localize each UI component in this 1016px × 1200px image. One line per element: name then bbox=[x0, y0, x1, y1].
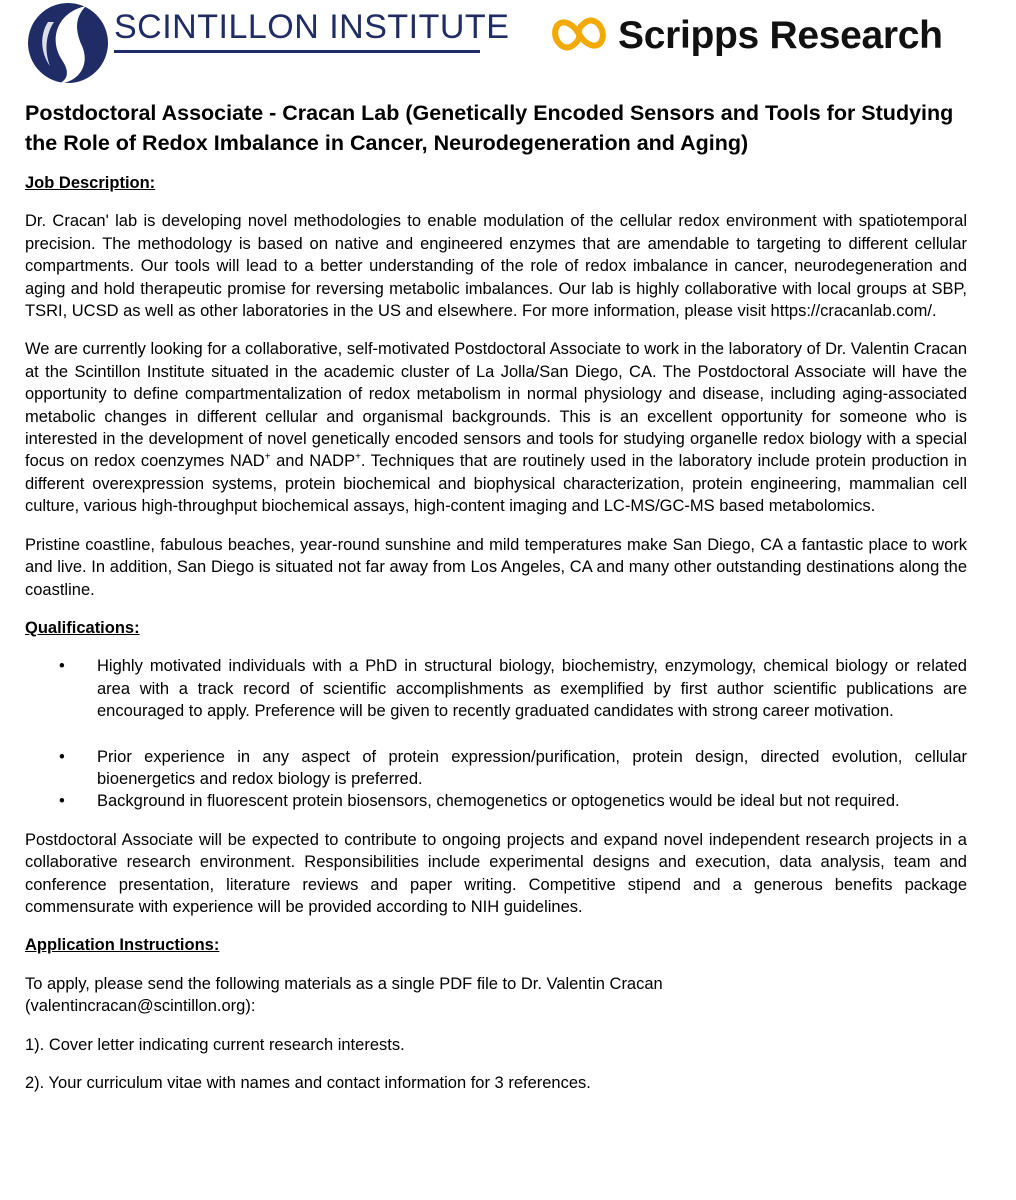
paragraph-2-text-a: We are currently looking for a collaborative, self-motivated Postdoctoral Associate to work in the laboratory of Dr. Valentin Cracan at the Scintillon Institute situated in the academic cluster of La Jolla/San Diego, CA. The Postdoctoral Associate will have the opportunity to define compartmentalization of redox metabolism in normal physiology and disease, including aging-associated metabolic changes in different cellular and organismal backgrounds. This is an excellent opportunity for someone who is interested in the development of novel genetically encoded sensors and tools for studying organelle redox biology with a special focus on redox coenzymes NAD bbox=[25, 340, 967, 471]
bullet: • bbox=[59, 657, 65, 676]
qualification-text: Prior experience in any aspect of protein expression/purification, protein design, directed evolution, cellular bioenergetics and redox biology is preferred. bbox=[97, 747, 967, 788]
list-item bbox=[25, 790, 967, 812]
list-item bbox=[25, 655, 967, 722]
page-header bbox=[0, 0, 1016, 90]
job-description-heading: Job Description: bbox=[25, 174, 156, 192]
application-email[interactable]: (valentincracan@scintillon.org): bbox=[25, 997, 256, 1016]
nad-superscript: + bbox=[264, 451, 271, 463]
scintillon-logo-underline bbox=[114, 50, 480, 53]
scintillon-swirl-icon bbox=[28, 0, 112, 86]
application-instructions-heading: Application Instructions: bbox=[25, 936, 220, 955]
scintillon-logo[interactable] bbox=[28, 0, 510, 88]
qualifications-list bbox=[25, 655, 967, 812]
application-intro-line-1: To apply, please send the following materials as a single PDF file to Dr. Valentin Cracan bbox=[25, 974, 663, 993]
application-step-2: 2). Your curriculum vitae with names and contact information for 3 references. bbox=[25, 1074, 591, 1092]
scripps-logo-text: Scripps Research bbox=[618, 14, 943, 57]
job-description-paragraph-2 bbox=[25, 338, 967, 517]
scintillon-logo-text: SCINTILLON INSTITUTE bbox=[114, 8, 510, 46]
list-item bbox=[25, 746, 967, 791]
application-step-1: 1). Cover letter indicating current research interests. bbox=[25, 1035, 405, 1054]
page-title: Postdoctoral Associate - Cracan Lab (Genetically Encoded Sensors and Tools for Studying the Role of Redox Imbalance in Cancer, Neurodegeneration and Aging) bbox=[25, 101, 954, 155]
qualification-text: Background in fluorescent protein biosensors, chemogenetics or optogenetics would be ideal but not required. bbox=[97, 792, 900, 811]
qualification-text: Highly motivated individuals with a PhD in structural biology, biochemistry, enzymology, chemical biology or related area with a track record of scientific accomplishments as exemplified by first author scientific publications are encouraged to apply. Preference will be given to recently graduated candidates with strong career motivation. bbox=[97, 657, 967, 721]
qualifications-heading: Qualifications: bbox=[25, 618, 140, 637]
bullet: • bbox=[59, 792, 65, 811]
scripps-infinity-icon bbox=[548, 8, 610, 60]
job-posting bbox=[25, 98, 967, 1094]
job-description-paragraph-3: Pristine coastline, fabulous beaches, year-round sunshine and mild temperatures make San Diego, CA a fantastic place to work and live. In addition, San Diego is situated not far away from Los Angeles, CA and many other outstanding destinations along the coastline. bbox=[25, 535, 967, 599]
scripps-logo[interactable] bbox=[548, 6, 988, 66]
paragraph-2-text-b: and NADP bbox=[270, 452, 356, 471]
job-description-paragraph-1: Dr. Cracan' lab is developing novel methodologies to enable modulation of the cellular redox environment with spatiotemporal precision. The methodology is based on native and engineered enzymes that are amendable to targeting to different cellular compartments. Our tools will lead to a better understanding of the role of redox imbalance in cancer, neurodegeneration and aging and hold therapeutic promise for reversing metabolic imbalances. Our lab is highly collaborative with local groups at SBP, TSRI, UCSD as well as other laboratories in the US and elsewhere. For more information, please visit https://cracanlab.com/. bbox=[25, 212, 967, 321]
qualifications-closing-paragraph: Postdoctoral Associate will be expected to contribute to ongoing projects and expand novel independent research projects in a collaborative research environment. Responsibilities include experimental designs and execution, data analysis, team and conference presentation, literature reviews and paper writing. Competitive stipend and a generous benefits package commensurate with experience will be provided according to NIH guidelines. bbox=[25, 830, 967, 916]
paragraph-2-text-c: . Techniques that are routinely used in the laboratory include protein production in different overexpression systems, protein biochemical and biophysical characterization, protein engineering, mammalian cell culture, various high-throughput biochemical assays, high-content imaging and LC-MS/GC-MS based metabolomics. bbox=[25, 452, 967, 516]
bullet: • bbox=[59, 747, 65, 766]
nadp-superscript: + bbox=[355, 451, 361, 463]
application-intro bbox=[25, 973, 967, 1018]
